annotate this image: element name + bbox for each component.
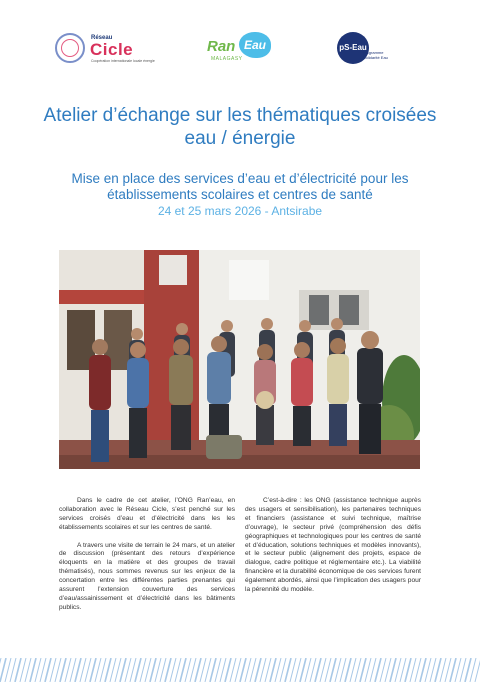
footer-stripe: [360, 658, 366, 682]
footer-stripe: [255, 658, 261, 682]
logo-bar: [0, 30, 480, 70]
raneau-drop-icon: Eau: [239, 32, 271, 58]
body-paragraph: C’est-à-dire : les ONG (assistance technique auprès des usagers et sensibilisation), les partenaires techniques et financiers (assistance et suivi technique, maîtrise d’ouvrage), le secteur privé (compréhension des défis géographiques et technologiques pour les centres de santé et d’éducation, solutions techniques et modèles innovants), et le secteur public (alignement des projets, espace de dialogue, cadre politique et réglementaire etc.). La viabilité financière et la durabilité économique de ces services furent également abordés, ainsi que l’implication des usagers pour la pérennité du modèle.: [245, 497, 421, 594]
pseau-logo: [337, 30, 417, 70]
cicle-logo-word: Cicle: [90, 40, 134, 59]
pseau-logo-sub: [363, 50, 388, 60]
reseau-cicle-logo: [55, 30, 155, 70]
footer-stripe: [180, 658, 186, 682]
footer-stripe: [345, 658, 351, 682]
footer-stripe: [285, 658, 291, 682]
body-paragraph: A travers une visite de terrain le 24 mars, et un atelier de discussion (présentant des retours d’expérience éloquents en la matière et des groupes de travail thématisés), nous sommes revenus sur les enjeux de la concertation entre les différentes parties prenantes qui assurent l’extension couverture des services d’eau/assainissement et d’électricité dans les bâtiments publics.: [59, 541, 235, 611]
footer-stripe: [225, 658, 231, 682]
footer-stripe: [405, 658, 411, 682]
footer-stripe: [240, 658, 246, 682]
footer-stripe: [435, 658, 441, 682]
footer-stripe: [75, 658, 81, 682]
cicle-logo-tagline: Coopération internationale locale énergie: [91, 59, 155, 63]
body-column-right: [245, 497, 421, 604]
footer-stripe: [450, 658, 456, 682]
group-photo-illustration: [59, 250, 420, 469]
footer-stripe: [60, 658, 66, 682]
page-subtitle: Mise en place des services d’eau et d’électricité pour les établissements scolaires et centres de santé: [71, 171, 409, 202]
pseau-sub-line1: programme: [363, 50, 384, 55]
group-photo: [59, 250, 420, 469]
footer-stripe: [135, 658, 141, 682]
footer-stripe: [300, 658, 306, 682]
footer-stripe: [15, 658, 21, 682]
footer-stripe: [330, 658, 336, 682]
footer-stripe: [120, 658, 126, 682]
footer-stripe: [165, 658, 171, 682]
footer-stripe: [375, 658, 381, 682]
footer-stripe: [195, 658, 201, 682]
footer-stripe: [475, 658, 480, 682]
footer-stripe: [105, 658, 111, 682]
footer-stripe: [150, 658, 156, 682]
footer-stripe: [210, 658, 216, 682]
footer-stripe: [465, 658, 471, 682]
pseau-sub-line2: Solidarité Eau: [363, 55, 388, 60]
raneau-logo-word: Ran: [207, 38, 236, 55]
footer-stripe: [270, 658, 276, 682]
event-date-location: 24 et 25 mars 2026 - Antsirabe: [157, 204, 323, 218]
footer-stripe: [315, 658, 321, 682]
footer-stripe: [420, 658, 426, 682]
cicle-ring-icon: [55, 33, 85, 63]
footer-stripe: [45, 658, 51, 682]
page-title: Atelier d’échange sur les thématiques croisées eau / énergie: [43, 105, 437, 149]
footer-stripe: [30, 658, 36, 682]
raneau-logo: [207, 30, 271, 70]
cicle-logo-small-text: Réseau: [91, 35, 113, 41]
footer-stripe: [90, 658, 96, 682]
footer-stripe: [390, 658, 396, 682]
body-paragraph: Dans le cadre de cet atelier, l’ONG Ran’eau, en collaboration avec le Réseau Cicle, s’est penché sur les services croisés d’eau et d’électricité dans les les établissements scolaires et sur les centres de santé.: [59, 497, 235, 531]
raneau-logo-sub: MALAGASY: [211, 56, 243, 62]
body-column-left: [59, 497, 235, 622]
footer-stripes-decoration: [0, 658, 480, 682]
pseau-circle-icon: pS-Eau: [337, 32, 369, 64]
footer-stripe: [0, 658, 6, 682]
